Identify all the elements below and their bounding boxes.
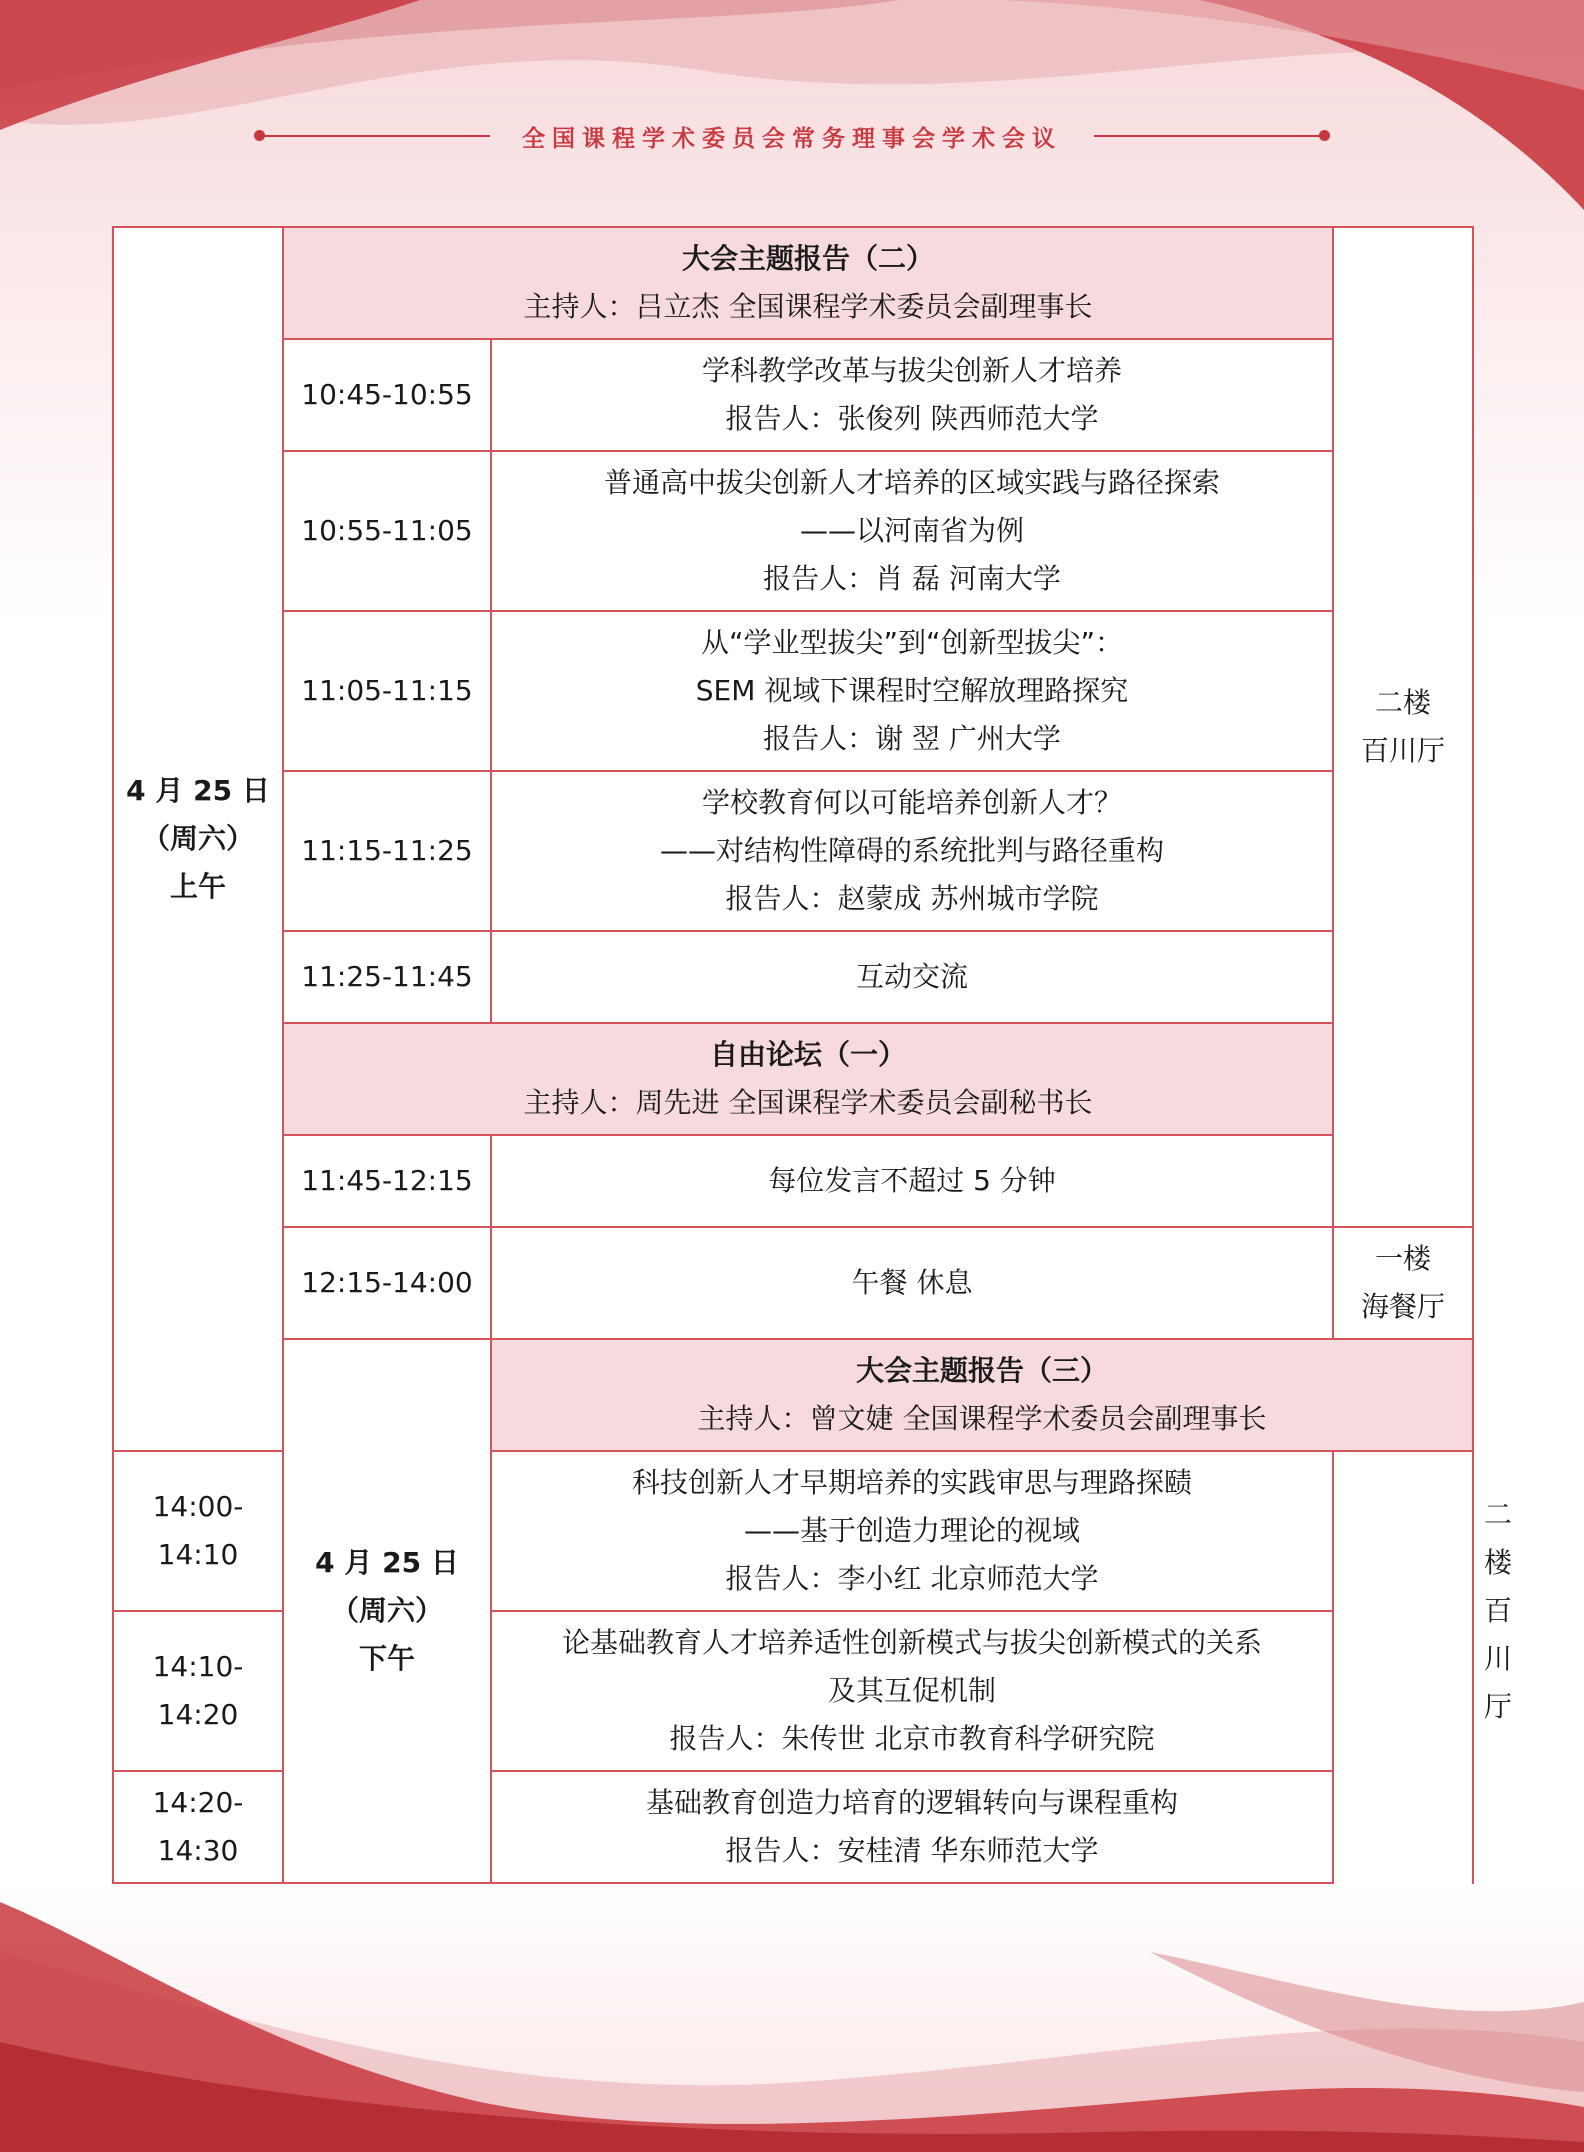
section-host: 主持人：曾文婕 全国课程学术委员会副理事长: [697, 1402, 1267, 1435]
section-title: 大会主题报告（三）: [855, 1354, 1108, 1387]
talk-speaker: 报告人：安桂清 华东师范大学: [725, 1834, 1099, 1867]
header-rule-left: [260, 135, 490, 137]
talk-cell: [491, 1771, 1333, 1883]
section-title: 大会主题报告（二）: [681, 242, 934, 275]
table-row: [113, 451, 1473, 611]
section-host: 主持人：吕立杰 全国课程学术委员会副理事长: [523, 290, 1093, 323]
header-rule-right: [1094, 135, 1324, 137]
time-cell: 11:05-11:15: [283, 611, 491, 771]
table-row: 4 月 25 日 （周六） 下午 大会主题报告（三） 主持人：曾文婕 全国课程学术委员会副理事长 二楼 百川厅: [113, 1339, 1473, 1451]
section-host: 主持人：周先进 全国课程学术委员会副秘书长: [523, 1086, 1093, 1119]
section-header: [283, 227, 1333, 339]
talk-cell: [491, 1451, 1333, 1611]
table-row: [113, 227, 1473, 339]
talk-title: 基础教育创造力培育的逻辑转向与课程重构: [645, 1786, 1178, 1819]
talk-cell: [491, 451, 1333, 611]
talk-speaker: 报告人：张俊列 陕西师范大学: [725, 402, 1099, 435]
header-title: 全国课程学术委员会常务理事会学术会议: [522, 125, 1062, 152]
room-name: 海餐厅: [1360, 1290, 1445, 1323]
talk-speaker: 报告人：李小红 北京师范大学: [725, 1562, 1099, 1595]
talk-speaker: 报告人：赵蒙成 苏州城市学院: [725, 882, 1099, 915]
talk-cell: [491, 1135, 1333, 1227]
talk-cell: [491, 339, 1333, 451]
period-text: 上午: [169, 870, 226, 903]
section-header: [491, 1339, 1473, 1451]
time-cell: 12:15-14:00: [283, 1227, 491, 1339]
schedule-table: [112, 226, 1513, 1884]
talk-title: 普通高中拔尖创新人才培养的区域实践与路径探索: [603, 466, 1220, 499]
time-cell: 14:00-14:10: [113, 1451, 283, 1611]
bottom-wave-decoration: [0, 1892, 1584, 2152]
room-floor: 一楼: [1374, 1242, 1431, 1275]
table-row: [113, 771, 1473, 931]
talk-speaker: 报告人：肖 磊 河南大学: [763, 562, 1061, 595]
time-cell: 10:55-11:05: [283, 451, 491, 611]
time-cell: 11:45-12:15: [283, 1135, 491, 1227]
time-cell: 10:45-10:55: [283, 339, 491, 451]
table-row: [113, 1135, 1473, 1227]
talk-cell: [491, 1611, 1333, 1771]
table-row: [113, 931, 1473, 1023]
time-cell: 14:10-14:20: [113, 1611, 283, 1771]
time-cell: 11:15-11:25: [283, 771, 491, 931]
talk-title: 学科教学改革与拔尖创新人才培养: [701, 354, 1122, 387]
date-cell-afternoon: [283, 1339, 491, 1883]
header-dot-right: [1319, 130, 1330, 141]
talk-subtitle: SEM 视域下课程时空解放理路探究: [695, 674, 1129, 707]
room-name: 百川厅: [1360, 734, 1445, 767]
table-row: [113, 1023, 1473, 1135]
weekday-text: （周六）: [330, 1594, 443, 1627]
weekday-text: （周六）: [141, 822, 254, 855]
header-bar: [254, 118, 1330, 154]
section-title: 自由论坛（一）: [709, 1038, 906, 1071]
table-row: [113, 1227, 1473, 1339]
time-cell: 11:25-11:45: [283, 931, 491, 1023]
talk-title: 学校教育何以可能培养创新人才？: [701, 786, 1122, 819]
room-floor: 二楼: [1374, 686, 1431, 719]
date-cell-morning: [113, 227, 283, 1451]
talk-subtitle: ——基于创造力理论的视域: [743, 1514, 1080, 1547]
talk-title: 互动交流: [855, 960, 968, 993]
talk-subtitle: 及其互促机制: [827, 1674, 996, 1707]
room-cell-lunch: [1333, 1227, 1473, 1339]
talk-speaker: 报告人：朱传世 北京市教育科学研究院: [669, 1722, 1155, 1755]
table-row: [113, 611, 1473, 771]
section-header: [283, 1023, 1333, 1135]
talk-subtitle: ——对结构性障碍的系统批判与路径重构: [659, 834, 1164, 867]
talk-subtitle: ——以河南省为例: [799, 514, 1024, 547]
talk-speaker: 报告人：谢 翌 广州大学: [763, 722, 1061, 755]
date-text: 4 月 25 日: [315, 1546, 459, 1579]
talk-cell: [491, 1227, 1333, 1339]
talk-title: 科技创新人才早期培养的实践审思与理路探赜: [631, 1466, 1192, 1499]
date-text: 4 月 25 日: [126, 774, 270, 807]
talk-cell: [491, 931, 1333, 1023]
talk-cell: [491, 611, 1333, 771]
talk-title: 论基础教育人才培养适性创新模式与拔尖创新模式的关系: [561, 1626, 1262, 1659]
talk-cell: [491, 771, 1333, 931]
period-text: 下午: [358, 1642, 415, 1675]
time-cell: 14:20-14:30: [113, 1771, 283, 1883]
talk-title: 午餐 休息: [851, 1266, 973, 1299]
talk-title: 每位发言不超过 5 分钟: [768, 1164, 1056, 1197]
room-cell-morning: [1333, 227, 1473, 1227]
table-row: [113, 339, 1473, 451]
talk-title: 从“学业型拔尖”到“创新型拔尖”：: [700, 626, 1124, 659]
